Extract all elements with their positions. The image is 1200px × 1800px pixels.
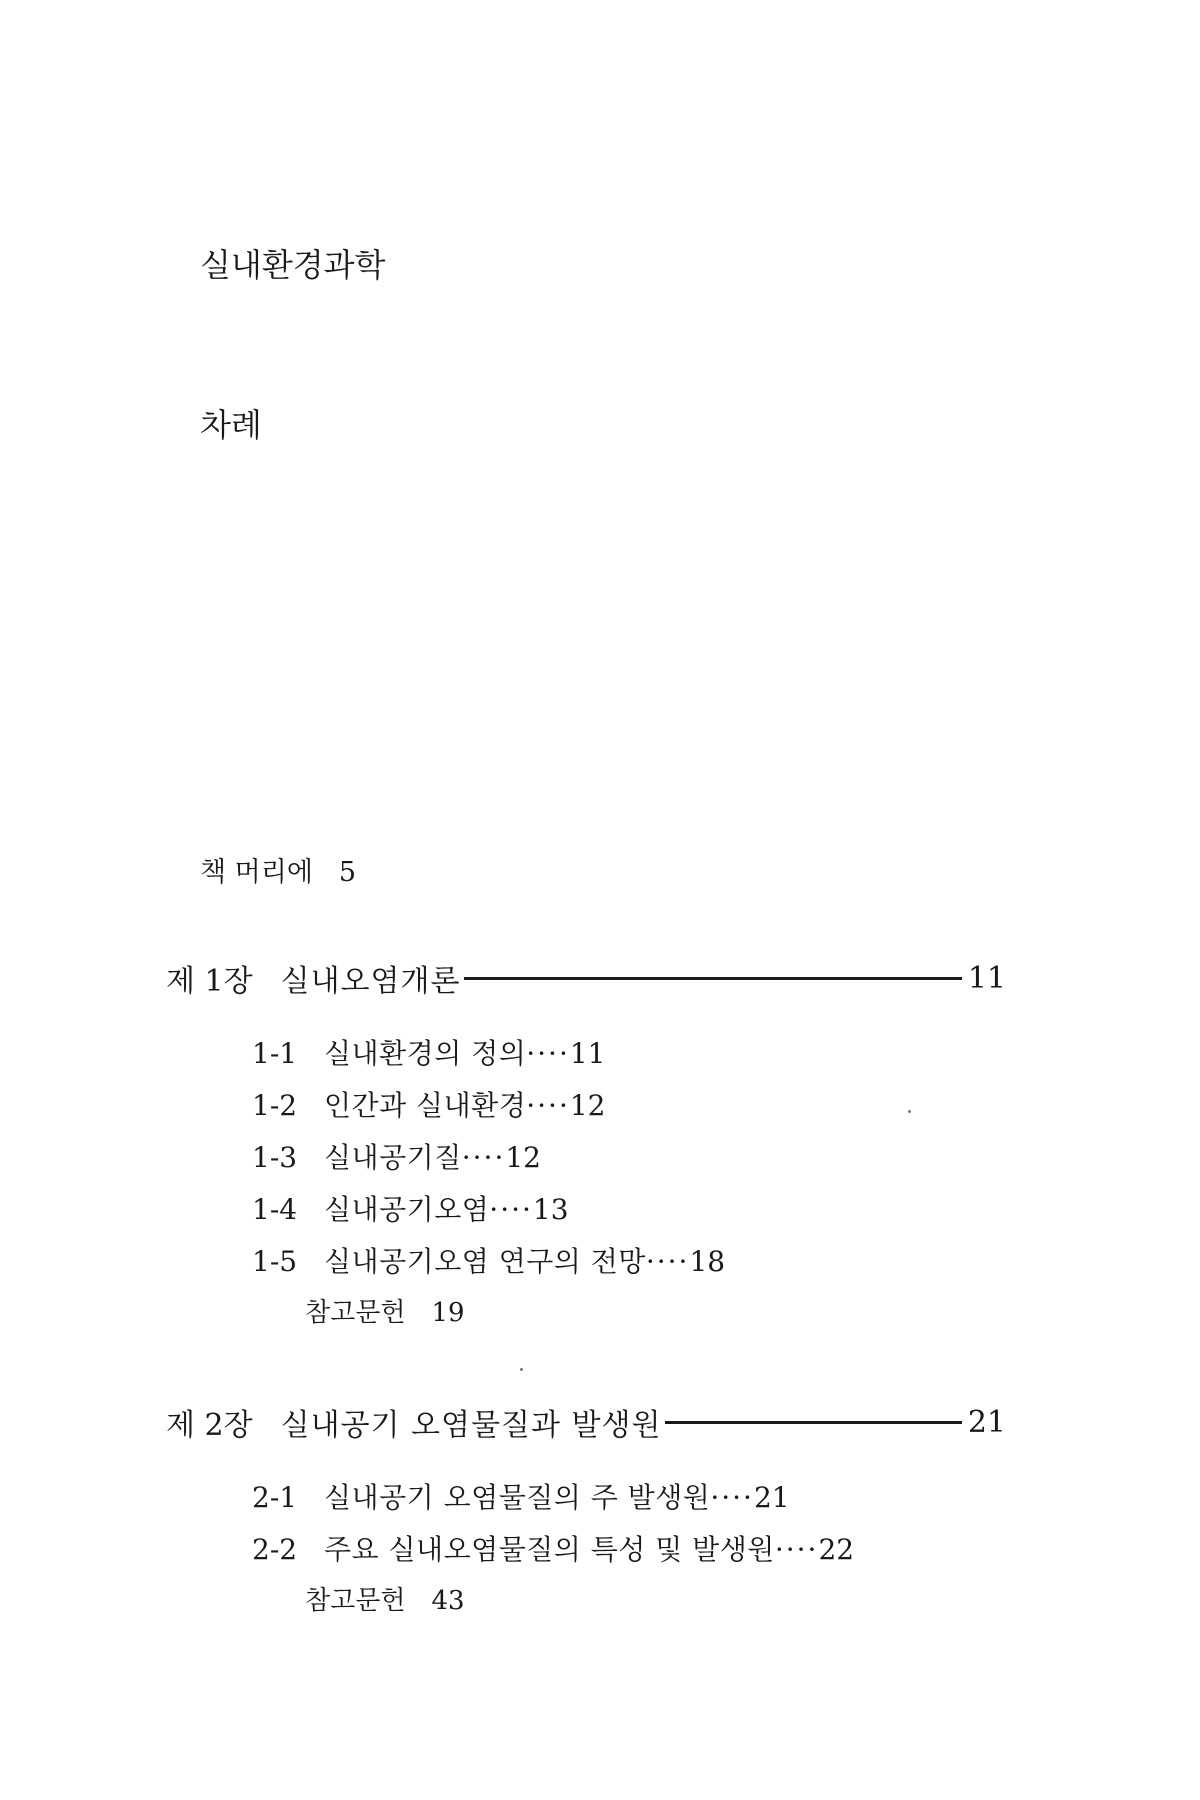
section-title: 인간과 실내환경 <box>324 1089 527 1122</box>
section-page: 21 <box>753 1481 790 1514</box>
references-label: 참고문헌 <box>305 1586 406 1616</box>
leader-dots: ···· <box>774 1533 819 1566</box>
section-2-1 <box>252 1476 790 1516</box>
scan-speck <box>520 1368 523 1371</box>
chapter-1-references <box>305 1292 465 1329</box>
leader-dots: ···· <box>526 1089 570 1122</box>
preface-label: 책 머리에 <box>200 857 313 888</box>
preface-entry <box>200 850 356 889</box>
section-number: 1-1 <box>252 1037 298 1070</box>
chapter-page: 11 <box>967 960 1006 996</box>
references-page: 19 <box>431 1298 465 1328</box>
section-page: 18 <box>689 1245 726 1278</box>
leader-line <box>464 977 961 980</box>
section-1-1 <box>252 1032 606 1072</box>
section-title: 실내공기 오염물질의 주 발생원 <box>324 1481 711 1514</box>
section-number: 2-2 <box>252 1533 298 1566</box>
section-number: 1-5 <box>252 1245 298 1278</box>
section-1-4 <box>252 1188 569 1228</box>
section-title: 주요 실내오염물질의 특성 및 발생원 <box>324 1533 775 1566</box>
chapter-title: 실내오염개론 <box>280 964 461 999</box>
leader-dots: ···· <box>461 1141 506 1174</box>
chapter-2-entry <box>166 1400 1006 1444</box>
leader-dots: ···· <box>710 1481 754 1514</box>
chapter-title: 실내공기 오염물질과 발생원 <box>280 1408 662 1443</box>
section-1-5 <box>252 1240 725 1280</box>
section-page: 11 <box>569 1037 606 1070</box>
references-page: 43 <box>431 1586 465 1616</box>
section-title: 실내공기질 <box>324 1141 462 1174</box>
chapter-1-entry <box>166 956 1006 1000</box>
section-title: 실내공기오염 <box>324 1193 490 1226</box>
section-number: 1-3 <box>252 1141 298 1174</box>
section-1-2 <box>252 1084 606 1124</box>
leader-dots: ···· <box>526 1037 570 1070</box>
section-title: 실내공기오염 연구의 전망 <box>324 1245 646 1278</box>
section-1-3 <box>252 1136 541 1176</box>
section-page: 22 <box>818 1533 855 1566</box>
toc-heading: 차례 <box>200 406 262 444</box>
chapter-page: 21 <box>967 1404 1006 1440</box>
book-title: 실내환경과학 <box>200 246 386 284</box>
scan-speck <box>908 1110 911 1113</box>
section-number: 1-2 <box>252 1089 298 1122</box>
chapter-number: 제 2장 <box>166 1408 253 1443</box>
section-page: 13 <box>532 1193 569 1226</box>
chapter-2-references <box>305 1580 465 1617</box>
preface-page: 5 <box>338 857 357 888</box>
section-title: 실내환경의 정의 <box>324 1037 527 1070</box>
leader-dots: ···· <box>645 1245 690 1278</box>
section-page: 12 <box>569 1089 606 1122</box>
chapter-number: 제 1장 <box>166 964 253 999</box>
section-page: 12 <box>505 1141 541 1174</box>
section-2-2 <box>252 1528 854 1568</box>
section-number: 2-1 <box>252 1481 298 1514</box>
section-number: 1-4 <box>252 1193 298 1226</box>
leader-dots: ···· <box>489 1193 533 1226</box>
leader-line <box>665 1421 961 1424</box>
references-label: 참고문헌 <box>305 1298 406 1328</box>
